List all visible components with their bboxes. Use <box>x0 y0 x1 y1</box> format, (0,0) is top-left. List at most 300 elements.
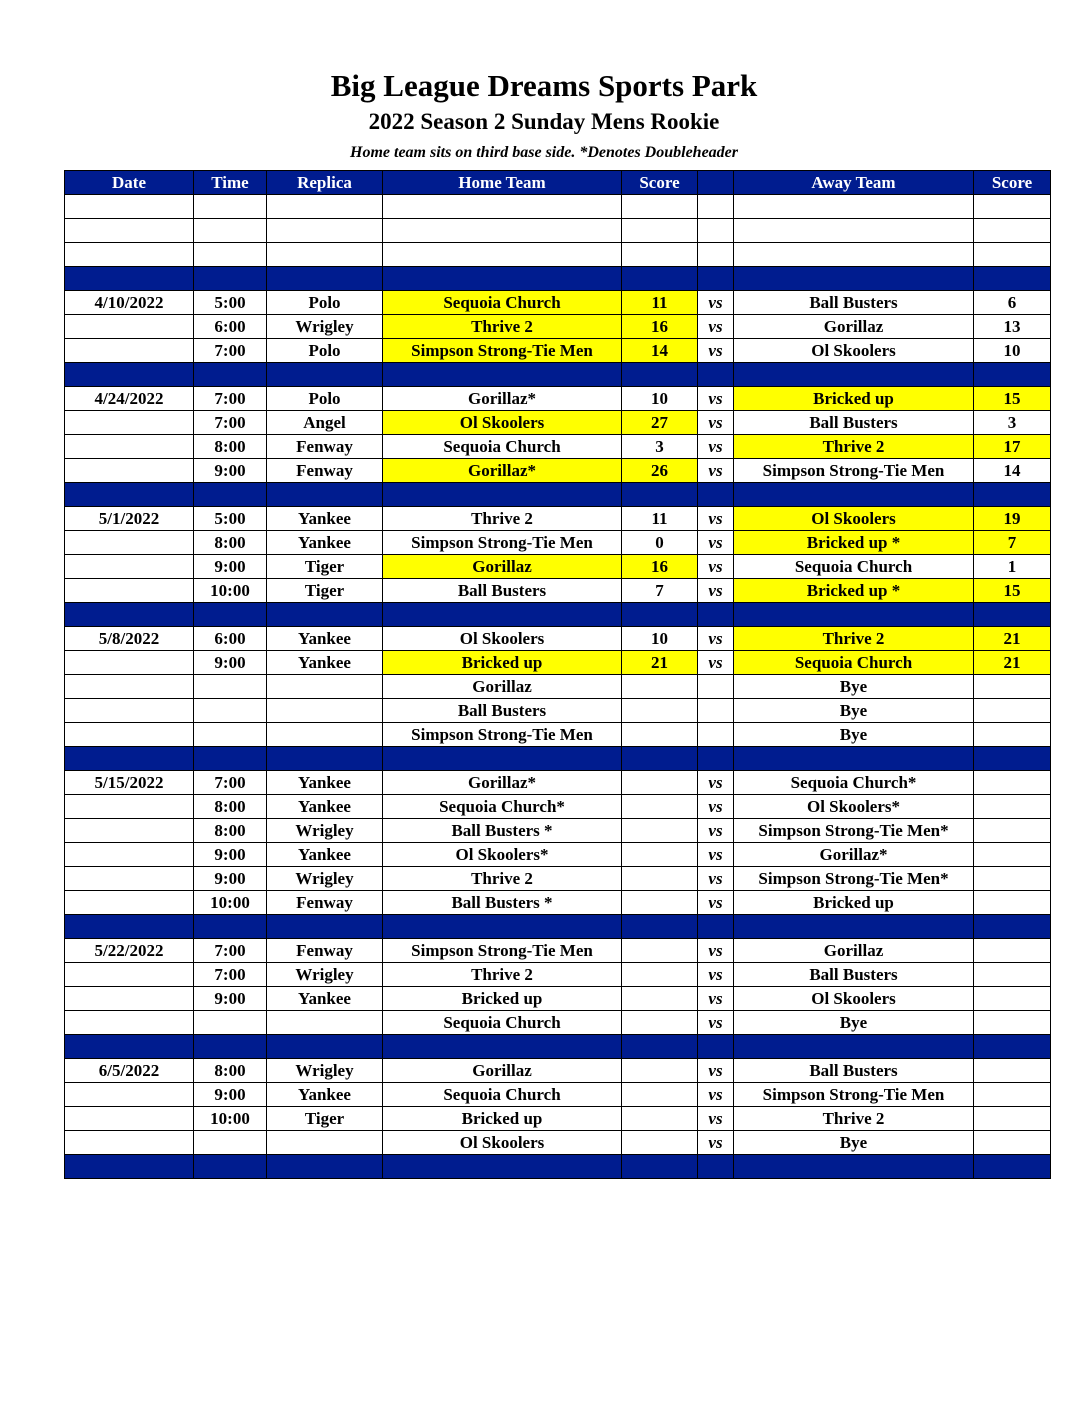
game-row <box>65 867 1051 891</box>
away-team-cell: Thrive 2 <box>734 1107 974 1131</box>
date-cell <box>65 243 194 267</box>
game-row <box>65 939 1051 963</box>
week-separator-row <box>65 267 1051 291</box>
vs-cell <box>698 195 734 219</box>
home-team-cell: Gorillaz <box>383 675 622 699</box>
time-cell: 5:00 <box>194 291 267 315</box>
away-score-cell: 21 <box>974 651 1051 675</box>
home-score-cell <box>622 1011 698 1035</box>
blank-row <box>65 243 1051 267</box>
date-cell <box>65 699 194 723</box>
home-score-cell: 16 <box>622 315 698 339</box>
home-team-cell: Sequoia Church <box>383 291 622 315</box>
time-cell: 9:00 <box>194 555 267 579</box>
home-score-cell <box>622 195 698 219</box>
replica-cell <box>267 195 383 219</box>
week-separator-row <box>65 1035 1051 1059</box>
time-cell: 9:00 <box>194 843 267 867</box>
replica-cell: Yankee <box>267 1083 383 1107</box>
date-cell <box>65 579 194 603</box>
date-cell <box>65 1155 194 1179</box>
home-score-cell <box>622 219 698 243</box>
game-row <box>65 411 1051 435</box>
schedule-body <box>65 195 1051 1179</box>
home-team-cell: Thrive 2 <box>383 315 622 339</box>
game-row <box>65 1011 1051 1035</box>
replica-cell <box>267 915 383 939</box>
home-score-cell: 14 <box>622 339 698 363</box>
date-cell <box>65 315 194 339</box>
replica-cell <box>267 1035 383 1059</box>
game-row <box>65 771 1051 795</box>
away-team-cell <box>734 243 974 267</box>
home-team-cell: Ol Skoolers <box>383 1131 622 1155</box>
replica-cell <box>267 243 383 267</box>
home-team-cell: Sequoia Church <box>383 1011 622 1035</box>
home-team-cell: Simpson Strong-Tie Men <box>383 531 622 555</box>
replica-cell: Yankee <box>267 795 383 819</box>
home-score-cell <box>622 939 698 963</box>
vs-cell: vs <box>698 315 734 339</box>
date-cell <box>65 1107 194 1131</box>
col-header-away-team: Away Team <box>734 171 974 195</box>
away-team-cell <box>734 747 974 771</box>
away-team-cell: Ball Busters <box>734 1059 974 1083</box>
col-header-time: Time <box>194 171 267 195</box>
replica-cell: Tiger <box>267 1107 383 1131</box>
home-score-cell <box>622 675 698 699</box>
home-score-cell <box>622 843 698 867</box>
week-separator-row <box>65 603 1051 627</box>
away-team-cell: Ol Skoolers <box>734 339 974 363</box>
vs-cell: vs <box>698 819 734 843</box>
home-team-cell: Gorillaz <box>383 555 622 579</box>
page-subtitle: 2022 Season 2 Sunday Mens Rookie <box>368 109 720 134</box>
game-row <box>65 1131 1051 1155</box>
vs-cell <box>698 1155 734 1179</box>
page-title: Big League Dreams Sports Park <box>330 68 758 103</box>
away-score-cell: 13 <box>974 315 1051 339</box>
vs-cell: vs <box>698 531 734 555</box>
vs-cell: vs <box>698 651 734 675</box>
vs-cell: vs <box>698 771 734 795</box>
home-team-cell <box>383 243 622 267</box>
away-score-cell <box>974 675 1051 699</box>
away-team-cell <box>734 195 974 219</box>
game-row <box>65 1059 1051 1083</box>
vs-cell: vs <box>698 291 734 315</box>
replica-cell: Angel <box>267 411 383 435</box>
away-score-cell: 21 <box>974 627 1051 651</box>
away-team-cell <box>734 915 974 939</box>
time-cell <box>194 195 267 219</box>
away-score-cell <box>974 795 1051 819</box>
home-team-cell: Thrive 2 <box>383 507 622 531</box>
replica-cell: Fenway <box>267 939 383 963</box>
home-score-cell <box>622 987 698 1011</box>
home-score-cell: 3 <box>622 435 698 459</box>
home-team-cell: Ol Skoolers <box>383 411 622 435</box>
date-cell <box>65 723 194 747</box>
time-cell <box>194 723 267 747</box>
time-cell: 8:00 <box>194 435 267 459</box>
time-cell: 7:00 <box>194 963 267 987</box>
home-score-cell <box>622 915 698 939</box>
week-separator-row <box>65 1155 1051 1179</box>
time-cell <box>194 219 267 243</box>
away-team-cell: Bricked up <box>734 891 974 915</box>
blank-row <box>65 195 1051 219</box>
date-cell: 4/10/2022 <box>65 291 194 315</box>
time-cell: 10:00 <box>194 579 267 603</box>
time-cell <box>194 1155 267 1179</box>
game-row <box>65 579 1051 603</box>
time-cell: 9:00 <box>194 987 267 1011</box>
vs-cell: vs <box>698 555 734 579</box>
time-cell: 8:00 <box>194 1059 267 1083</box>
away-team-cell: Bricked up <box>734 387 974 411</box>
away-score-cell <box>974 483 1051 507</box>
replica-cell <box>267 363 383 387</box>
replica-cell: Yankee <box>267 531 383 555</box>
vs-cell: vs <box>698 435 734 459</box>
away-score-cell <box>974 1059 1051 1083</box>
away-score-cell <box>974 915 1051 939</box>
vs-cell <box>698 219 734 243</box>
week-separator-row <box>65 483 1051 507</box>
away-team-cell: Bye <box>734 1131 974 1155</box>
date-cell: 5/15/2022 <box>65 771 194 795</box>
away-score-cell <box>974 891 1051 915</box>
date-cell <box>65 435 194 459</box>
date-cell <box>65 1083 194 1107</box>
date-cell <box>65 267 194 291</box>
time-cell: 7:00 <box>194 339 267 363</box>
home-team-cell: Ball Busters <box>383 579 622 603</box>
away-score-cell <box>974 699 1051 723</box>
away-score-cell: 17 <box>974 435 1051 459</box>
time-cell: 10:00 <box>194 1107 267 1131</box>
time-cell: 10:00 <box>194 891 267 915</box>
replica-cell <box>267 699 383 723</box>
away-team-cell: Sequoia Church* <box>734 771 974 795</box>
date-cell: 5/1/2022 <box>65 507 194 531</box>
away-team-cell: Gorillaz <box>734 315 974 339</box>
replica-cell <box>267 603 383 627</box>
home-score-cell: 7 <box>622 579 698 603</box>
date-cell <box>65 747 194 771</box>
time-cell <box>194 363 267 387</box>
schedule-table <box>64 170 1051 1179</box>
time-cell <box>194 1035 267 1059</box>
home-team-cell <box>383 219 622 243</box>
vs-cell: vs <box>698 987 734 1011</box>
away-score-cell <box>974 963 1051 987</box>
replica-cell: Wrigley <box>267 315 383 339</box>
away-team-cell <box>734 219 974 243</box>
game-row <box>65 507 1051 531</box>
game-row <box>65 387 1051 411</box>
col-header-replica: Replica <box>267 171 383 195</box>
date-cell <box>65 339 194 363</box>
replica-cell <box>267 1011 383 1035</box>
home-score-cell: 10 <box>622 387 698 411</box>
home-score-cell <box>622 867 698 891</box>
blank-row <box>65 219 1051 243</box>
home-score-cell: 21 <box>622 651 698 675</box>
week-separator-row <box>65 915 1051 939</box>
away-team-cell <box>734 1035 974 1059</box>
vs-cell: vs <box>698 1059 734 1083</box>
vs-cell: vs <box>698 387 734 411</box>
date-cell <box>65 963 194 987</box>
home-team-cell: Thrive 2 <box>383 867 622 891</box>
time-cell: 9:00 <box>194 1083 267 1107</box>
home-score-cell <box>622 891 698 915</box>
time-cell: 6:00 <box>194 627 267 651</box>
time-cell <box>194 483 267 507</box>
header-row <box>65 171 1051 195</box>
away-team-cell: Ol Skoolers* <box>734 795 974 819</box>
home-score-cell <box>622 747 698 771</box>
home-team-cell: Sequoia Church* <box>383 795 622 819</box>
replica-cell <box>267 267 383 291</box>
vs-cell: vs <box>698 867 734 891</box>
time-cell <box>194 1011 267 1035</box>
week-separator-row <box>65 363 1051 387</box>
time-cell: 8:00 <box>194 819 267 843</box>
date-cell <box>65 459 194 483</box>
time-cell: 7:00 <box>194 387 267 411</box>
home-team-cell: Bricked up <box>383 1107 622 1131</box>
replica-cell: Tiger <box>267 555 383 579</box>
col-header-away-score: Score <box>974 171 1051 195</box>
game-row <box>65 531 1051 555</box>
replica-cell <box>267 675 383 699</box>
away-score-cell <box>974 747 1051 771</box>
vs-cell: vs <box>698 1083 734 1107</box>
home-score-cell <box>622 699 698 723</box>
date-cell <box>65 795 194 819</box>
time-cell <box>194 603 267 627</box>
away-team-cell <box>734 603 974 627</box>
date-cell: 6/5/2022 <box>65 1059 194 1083</box>
away-score-cell <box>974 939 1051 963</box>
home-team-cell: Gorillaz* <box>383 387 622 411</box>
home-team-cell: Gorillaz <box>383 1059 622 1083</box>
away-team-cell: Sequoia Church <box>734 651 974 675</box>
replica-cell: Wrigley <box>267 819 383 843</box>
home-team-cell: Simpson Strong-Tie Men <box>383 339 622 363</box>
home-team-cell <box>383 267 622 291</box>
vs-cell: vs <box>698 1011 734 1035</box>
col-header-date: Date <box>65 171 194 195</box>
date-cell <box>65 843 194 867</box>
away-team-cell: Simpson Strong-Tie Men <box>734 459 974 483</box>
game-row <box>65 843 1051 867</box>
away-team-cell: Ol Skoolers <box>734 987 974 1011</box>
date-cell <box>65 483 194 507</box>
away-score-cell: 14 <box>974 459 1051 483</box>
vs-cell <box>698 603 734 627</box>
col-header-home-score: Score <box>622 171 698 195</box>
home-team-cell: Sequoia Church <box>383 435 622 459</box>
home-team-cell: Ball Busters * <box>383 819 622 843</box>
replica-cell: Fenway <box>267 459 383 483</box>
vs-cell <box>698 915 734 939</box>
away-score-cell <box>974 1155 1051 1179</box>
home-score-cell <box>622 267 698 291</box>
home-score-cell <box>622 1035 698 1059</box>
replica-cell <box>267 1155 383 1179</box>
date-cell <box>65 363 194 387</box>
replica-cell: Yankee <box>267 987 383 1011</box>
game-row <box>65 819 1051 843</box>
time-cell <box>194 675 267 699</box>
home-score-cell: 10 <box>622 627 698 651</box>
home-score-cell: 0 <box>622 531 698 555</box>
vs-cell: vs <box>698 843 734 867</box>
away-team-cell: Gorillaz* <box>734 843 974 867</box>
home-team-cell: Gorillaz* <box>383 459 622 483</box>
vs-cell: vs <box>698 339 734 363</box>
away-score-cell <box>974 1083 1051 1107</box>
game-row <box>65 1083 1051 1107</box>
game-row <box>65 459 1051 483</box>
home-score-cell: 16 <box>622 555 698 579</box>
replica-cell: Yankee <box>267 627 383 651</box>
replica-cell: Wrigley <box>267 1059 383 1083</box>
time-cell <box>194 747 267 771</box>
date-cell <box>65 555 194 579</box>
game-row <box>65 963 1051 987</box>
home-team-cell: Ol Skoolers* <box>383 843 622 867</box>
replica-cell <box>267 219 383 243</box>
home-team-cell: Simpson Strong-Tie Men <box>383 723 622 747</box>
vs-cell: vs <box>698 627 734 651</box>
home-score-cell <box>622 723 698 747</box>
game-row <box>65 555 1051 579</box>
date-cell <box>65 195 194 219</box>
date-cell <box>65 915 194 939</box>
replica-cell: Tiger <box>267 579 383 603</box>
home-score-cell <box>622 771 698 795</box>
vs-cell: vs <box>698 891 734 915</box>
home-team-cell: Ball Busters * <box>383 891 622 915</box>
game-row <box>65 987 1051 1011</box>
vs-cell: vs <box>698 411 734 435</box>
vs-cell: vs <box>698 459 734 483</box>
away-team-cell: Bye <box>734 723 974 747</box>
away-score-cell: 6 <box>974 291 1051 315</box>
time-cell: 6:00 <box>194 315 267 339</box>
away-score-cell <box>974 843 1051 867</box>
replica-cell: Wrigley <box>267 867 383 891</box>
away-score-cell <box>974 219 1051 243</box>
home-team-cell: Sequoia Church <box>383 1083 622 1107</box>
vs-cell: vs <box>698 795 734 819</box>
date-cell <box>65 1035 194 1059</box>
home-team-cell: Ball Busters <box>383 699 622 723</box>
home-score-cell <box>622 1083 698 1107</box>
game-row <box>65 435 1051 459</box>
home-score-cell <box>622 1059 698 1083</box>
time-cell: 9:00 <box>194 867 267 891</box>
away-team-cell <box>734 363 974 387</box>
week-separator-row <box>65 747 1051 771</box>
home-score-cell <box>622 363 698 387</box>
time-cell: 8:00 <box>194 531 267 555</box>
time-cell: 7:00 <box>194 939 267 963</box>
vs-cell <box>698 483 734 507</box>
home-score-cell <box>622 819 698 843</box>
away-score-cell: 10 <box>974 339 1051 363</box>
game-row <box>65 675 1051 699</box>
away-score-cell <box>974 867 1051 891</box>
home-team-cell <box>383 1035 622 1059</box>
home-team-cell <box>383 1155 622 1179</box>
away-team-cell: Bye <box>734 675 974 699</box>
vs-cell: vs <box>698 1131 734 1155</box>
away-team-cell: Simpson Strong-Tie Men* <box>734 819 974 843</box>
replica-cell <box>267 747 383 771</box>
replica-cell: Polo <box>267 291 383 315</box>
date-cell <box>65 411 194 435</box>
vs-cell: vs <box>698 1107 734 1131</box>
away-team-cell: Simpson Strong-Tie Men <box>734 1083 974 1107</box>
away-score-cell <box>974 267 1051 291</box>
replica-cell <box>267 1131 383 1155</box>
home-score-cell: 11 <box>622 291 698 315</box>
home-score-cell <box>622 963 698 987</box>
time-cell <box>194 1131 267 1155</box>
replica-cell <box>267 483 383 507</box>
game-row <box>65 627 1051 651</box>
date-cell <box>65 987 194 1011</box>
home-team-cell <box>383 747 622 771</box>
replica-cell: Fenway <box>267 891 383 915</box>
time-cell: 8:00 <box>194 795 267 819</box>
away-team-cell: Bricked up * <box>734 579 974 603</box>
away-score-cell <box>974 1035 1051 1059</box>
away-score-cell <box>974 1011 1051 1035</box>
away-score-cell <box>974 1107 1051 1131</box>
game-row <box>65 315 1051 339</box>
time-cell: 7:00 <box>194 771 267 795</box>
time-cell <box>194 243 267 267</box>
away-team-cell <box>734 483 974 507</box>
home-score-cell <box>622 1131 698 1155</box>
home-team-cell <box>383 195 622 219</box>
away-score-cell: 19 <box>974 507 1051 531</box>
home-team-cell <box>383 363 622 387</box>
game-row <box>65 339 1051 363</box>
replica-cell: Wrigley <box>267 963 383 987</box>
home-team-cell <box>383 603 622 627</box>
replica-cell <box>267 723 383 747</box>
date-cell <box>65 867 194 891</box>
date-cell <box>65 891 194 915</box>
date-cell: 5/22/2022 <box>65 939 194 963</box>
header-note: Home team sits on third base side. *Denotes Doubleheader <box>350 144 738 161</box>
date-cell <box>65 651 194 675</box>
away-score-cell <box>974 195 1051 219</box>
vs-cell: vs <box>698 939 734 963</box>
time-cell: 5:00 <box>194 507 267 531</box>
home-score-cell: 26 <box>622 459 698 483</box>
away-team-cell: Thrive 2 <box>734 435 974 459</box>
away-score-cell <box>974 363 1051 387</box>
